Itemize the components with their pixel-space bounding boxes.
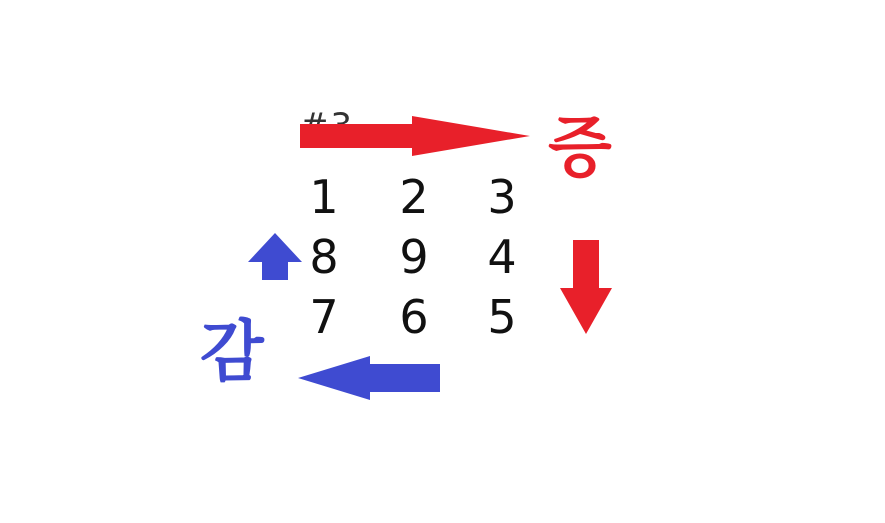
grid-cell: 1: [309, 170, 339, 224]
arrow-up-icon: [248, 233, 302, 280]
grid-cell: 8: [309, 230, 339, 284]
arrow-left-icon: [298, 356, 440, 400]
grid-cell: 3: [487, 170, 517, 224]
arrow-right-icon: [300, 116, 530, 156]
grid-cell: 6: [399, 290, 429, 344]
grid-cell: 5: [487, 290, 517, 344]
grid-cell: 2: [399, 170, 429, 224]
increase-label: 증: [548, 109, 612, 186]
grid-cell: 4: [487, 230, 517, 284]
grid-cell: 9: [399, 230, 429, 284]
grid-cell: 7: [309, 290, 339, 344]
decrease-label: 감: [200, 313, 264, 390]
arrow-down-icon: [560, 240, 612, 334]
